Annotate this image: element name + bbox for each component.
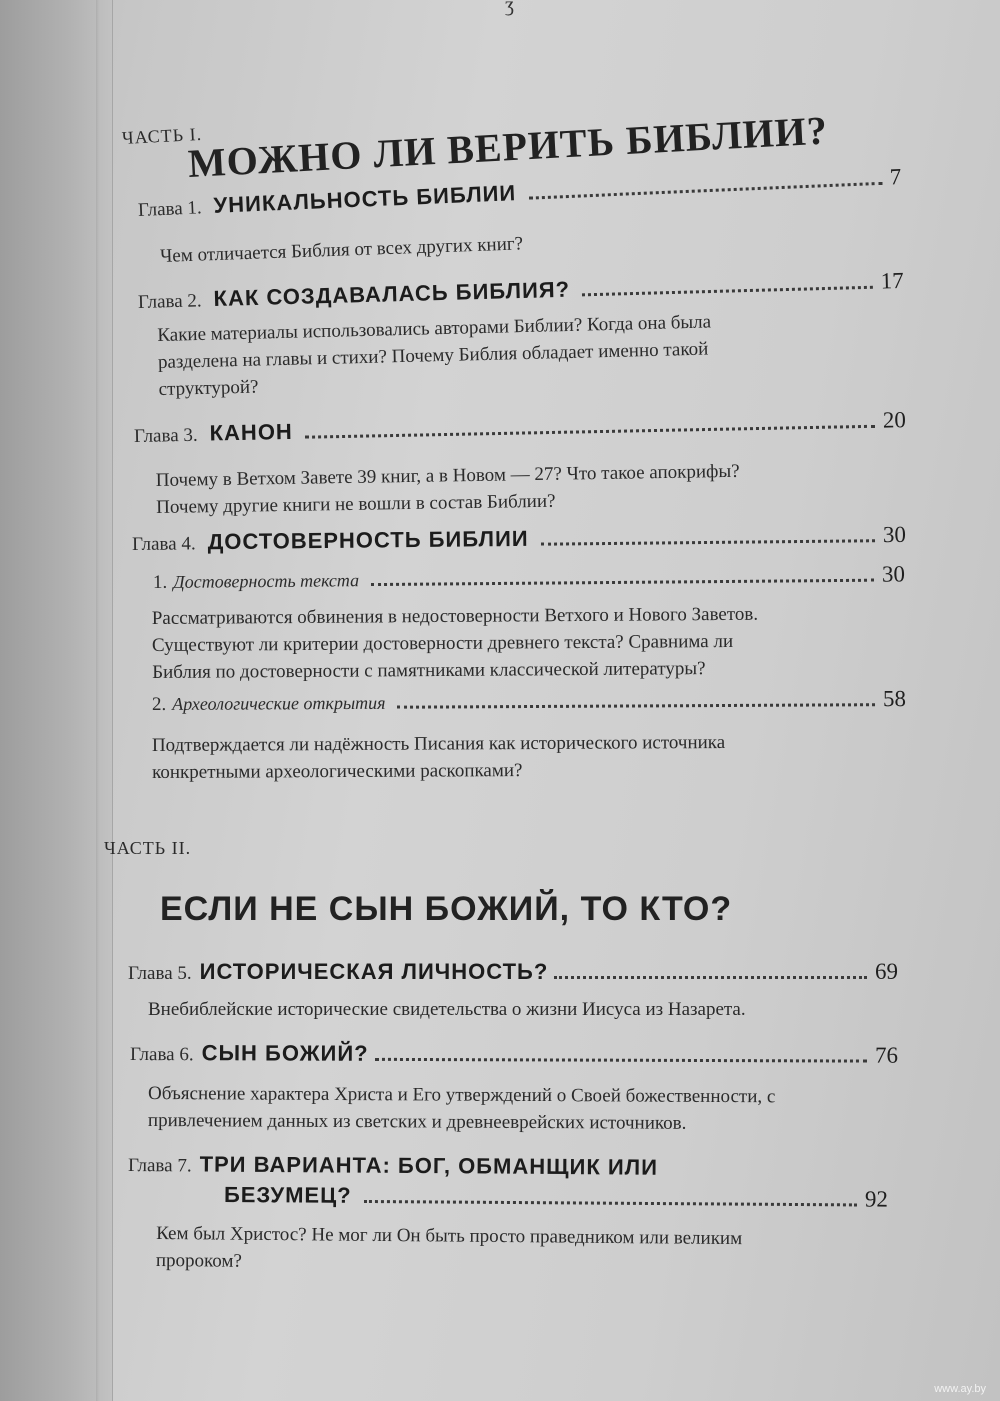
page-number: 20 <box>882 407 907 433</box>
chapter-title-line2: БЕЗУМЕЦ? <box>223 1182 352 1208</box>
toc-entry[interactable] <box>128 1151 898 1182</box>
toc-entry[interactable] <box>130 1040 898 1069</box>
description-line: Какие материалы использовались авторами Библии? Когда она была <box>157 311 712 347</box>
page-top-mark: ʒ <box>505 0 514 16</box>
chapter-title: СЫН БОЖИЙ? <box>201 1040 369 1066</box>
dot-leader <box>364 1200 857 1206</box>
chapter-description <box>157 304 899 403</box>
chapter-title: ДОСТОВЕРНОСТЬ БИБЛИИ <box>207 525 529 555</box>
description-line: структурой? <box>158 376 259 400</box>
part-label: ЧАСТЬ I. <box>121 123 203 148</box>
page-number: 92 <box>864 1186 889 1212</box>
chapter-title: КАК СОЗДАВАЛАСЬ БИБЛИЯ? <box>213 276 571 312</box>
page-number: 69 <box>875 959 898 984</box>
part-title: МОЖНО ЛИ ВЕРИТЬ БИБЛИИ? <box>186 107 829 186</box>
chapter-description <box>148 996 894 1023</box>
chapter-title: ТРИ ВАРИАНТА: БОГ, ОБМАНЩИК ИЛИ <box>199 1151 659 1180</box>
dot-leader <box>582 286 873 297</box>
section-title: Достоверность текста <box>173 570 360 592</box>
toc-entry-continuation[interactable] <box>224 1182 888 1213</box>
toc-section-entry[interactable] <box>152 686 906 716</box>
description-line: Библия по достоверности с памятниками классической литературы? <box>152 658 706 683</box>
dot-leader <box>541 539 875 546</box>
previous-page-edge <box>0 0 113 1401</box>
description-line: Кем был Христос? Не мог ли Он быть просто праведником или великим <box>156 1223 743 1250</box>
description-line: пророком? <box>155 1249 243 1272</box>
description-line: Внебиблейские исторические свидетельства о жизни Иисуса из Назарета. <box>148 999 746 1020</box>
chapter-label: Глава 4. <box>131 533 196 555</box>
page-number: 30 <box>882 521 907 548</box>
page-number: 17 <box>880 267 905 294</box>
toc-section-entry[interactable] <box>153 561 905 594</box>
chapter-label: Глава 5. <box>128 963 192 984</box>
page-number: 58 <box>882 686 907 712</box>
chapter-label: Глава 3. <box>133 424 198 447</box>
description-line: Объяснение характера Христа и Его утверждений о Своей божественности, с <box>148 1083 776 1108</box>
description-line: Существуют ли критерии достоверности древнего текста? Сравнима ли <box>151 630 734 656</box>
description-line: Почему другие книги не вошли в состав Библии? <box>156 490 556 518</box>
description-line: Подтверждается ли надёжность Писания как исторического источника <box>151 731 726 757</box>
chapter-description <box>156 455 897 521</box>
section-title: Археологические открытия <box>172 692 386 714</box>
page-number: 7 <box>889 164 902 190</box>
chapter-title: УНИКАЛЬНОСТЬ БИБЛИИ <box>213 180 517 218</box>
page-number: 30 <box>881 561 906 587</box>
section-number: 2. <box>151 693 167 715</box>
toc-entry[interactable] <box>134 407 906 448</box>
description-line: разделена на главы и стихи? Почему Библия обладает именно такой <box>157 338 709 373</box>
part-title: ЕСЛИ НЕ СЫН БОЖИЙ, ТО КТО? <box>160 890 733 928</box>
chapter-title: ИСТОРИЧЕСКАЯ ЛИЧНОСТЬ? <box>199 959 549 984</box>
chapter-label: Глава 2. <box>137 290 202 313</box>
chapter-label: Глава 6. <box>129 1044 194 1066</box>
dot-leader <box>398 703 876 709</box>
chapter-title: КАНОН <box>209 418 294 446</box>
section-number: 1. <box>152 571 168 593</box>
dot-leader <box>371 579 874 586</box>
part-label: ЧАСТЬ II. <box>104 838 192 858</box>
description-line: Рассматриваются обвинения в недостоверности Ветхого и Нового Заветов. <box>151 603 759 630</box>
chapter-description <box>156 1220 892 1280</box>
dot-leader <box>375 1058 867 1063</box>
dot-leader <box>528 182 882 200</box>
description-line: привлечением данных из светских и древнееврейских источников. <box>147 1110 687 1134</box>
description-line: Чем отличается Библия от всех других книг? <box>159 233 524 267</box>
dot-leader <box>554 976 867 979</box>
page-number: 76 <box>874 1042 899 1068</box>
chapter-label: Глава 7. <box>127 1155 192 1177</box>
chapter-description <box>148 1080 896 1138</box>
watermark: www.ay.by <box>934 1383 986 1395</box>
toc-entry[interactable] <box>132 522 906 556</box>
description-line: Почему в Ветхом Завете 39 книг, а в Новом — 27? Что такое апокрифы? <box>155 460 740 492</box>
toc-entry[interactable] <box>128 959 898 985</box>
description-line: конкретными археологическими раскопками? <box>152 760 523 783</box>
chapter-label: Глава 1. <box>137 197 203 221</box>
dot-leader <box>305 425 875 439</box>
section-description <box>152 600 905 686</box>
chapter-description <box>160 217 900 270</box>
section-description <box>152 728 904 786</box>
